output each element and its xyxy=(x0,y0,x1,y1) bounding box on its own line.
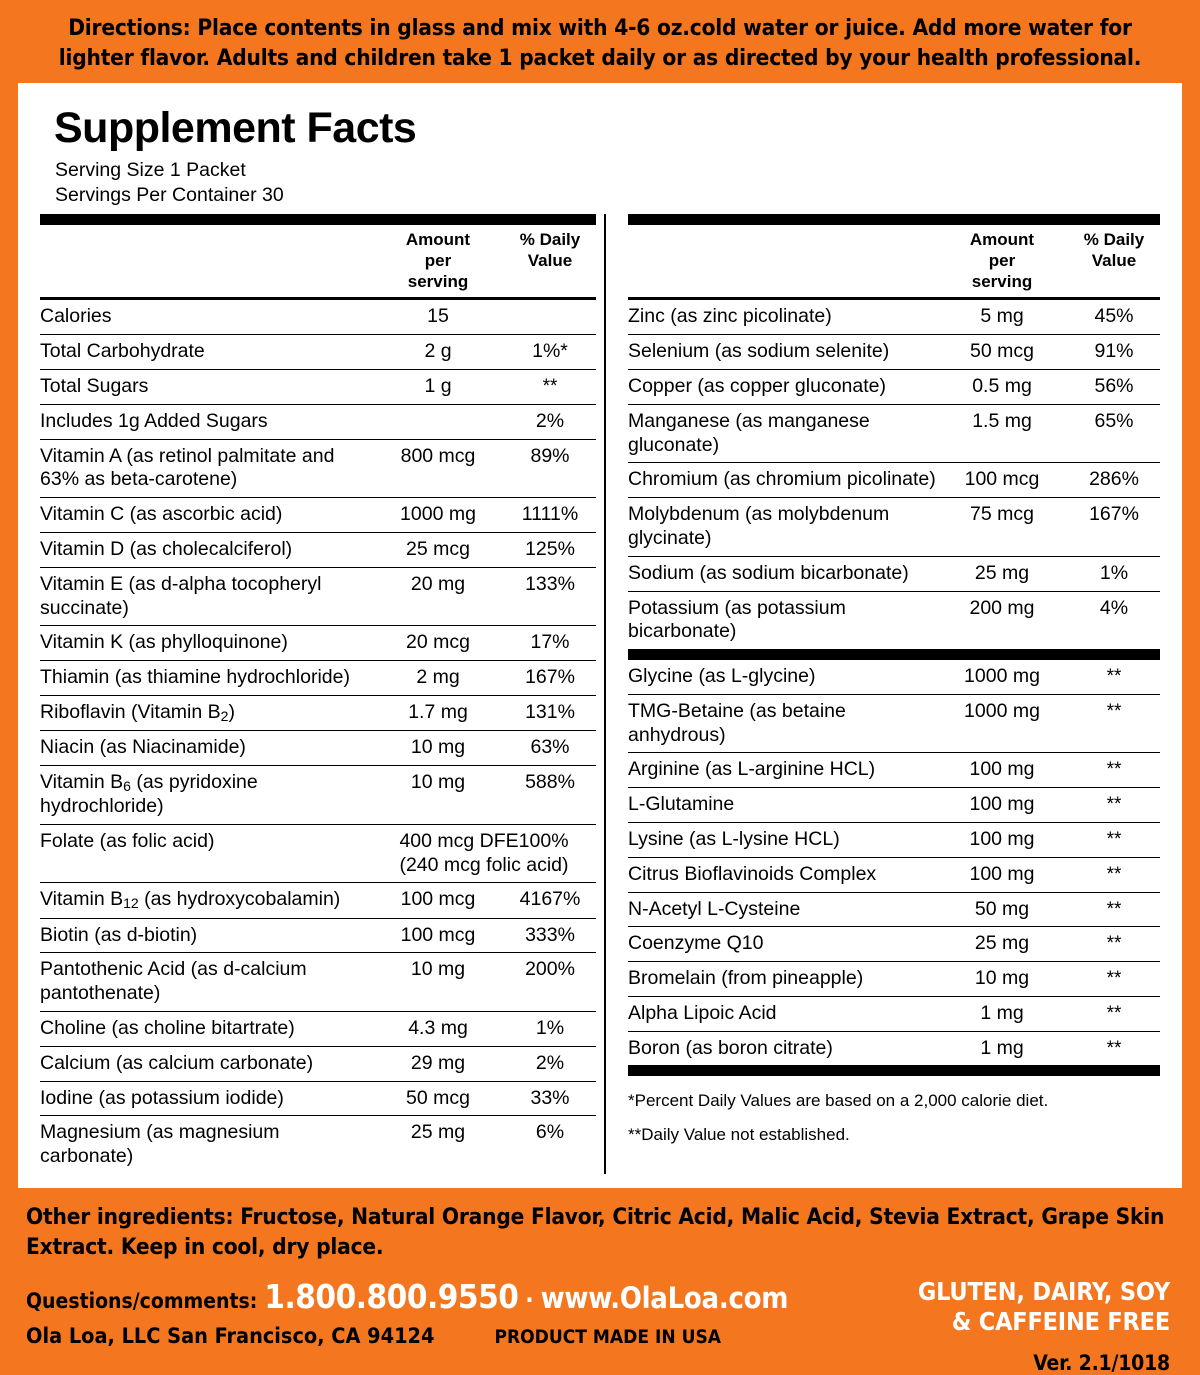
bottom-block xyxy=(0,1188,1200,1375)
nutrient-daily-value: ** xyxy=(1068,753,1160,788)
nutrient-daily-value: 200% xyxy=(504,953,596,1012)
nutrient-amount: 100 mg xyxy=(936,753,1068,788)
nutrient-amount: 100 mcg xyxy=(936,463,1068,498)
divider-thick-bottom-right xyxy=(628,1065,1160,1076)
table-row xyxy=(628,996,1160,1031)
nutrient-daily-value: 33% xyxy=(504,1081,596,1116)
footnote-1: *Percent Daily Values are based on a 2,000 calorie diet. xyxy=(628,1091,1049,1111)
nutrient-amount: 4.3 mg xyxy=(372,1011,504,1046)
page-title: Supplement Facts xyxy=(54,104,417,153)
table-row xyxy=(40,626,596,661)
table-row xyxy=(40,661,596,696)
nutrient-daily-value: 56% xyxy=(1068,370,1160,405)
nutrient-amount: 1000 mg xyxy=(372,498,504,533)
table-row xyxy=(40,498,596,533)
nutrient-daily-value: ** xyxy=(1068,788,1160,823)
nutrient-amount: 1000 mg xyxy=(936,694,1068,753)
nutrient-name: Thiamin (as thiamine hydrochloride) xyxy=(40,661,372,696)
nutrient-daily-value: ** xyxy=(1068,962,1160,997)
nutrient-amount: 25 mg xyxy=(936,556,1068,591)
nutrient-daily-value: 65% xyxy=(1068,404,1160,463)
nutrient-name: Vitamin $B_{12}$ (as hydroxycobalamin) xyxy=(40,883,372,918)
nutrient-amount: 50 mcg xyxy=(372,1081,504,1116)
nutrient-name: Iodine (as potassium iodide) xyxy=(40,1081,372,1116)
nutrient-amount: 2 mg xyxy=(372,661,504,696)
nutrient-amount: 20 mcg xyxy=(372,626,504,661)
nutrient-name: Vitamin $B_6$ (as pyridoxine hydrochloride) xyxy=(40,765,372,824)
nutrient-name: Vitamin A (as retinol palmitate and 63% as beta-carotene) xyxy=(40,439,372,498)
contact-right xyxy=(918,1277,1174,1375)
nutrient-name: N-Acetyl L-Cysteine xyxy=(628,892,936,927)
table-row xyxy=(628,463,1160,498)
nutrient-daily-value: 1% xyxy=(1068,556,1160,591)
questions-label: Questions/comments: xyxy=(26,1288,258,1313)
nutrient-daily-value: 6% xyxy=(535,1121,565,1144)
nutrient-amount: 100 mg xyxy=(936,788,1068,823)
divider-thick-right xyxy=(628,214,1160,225)
made-in-usa: PRODUCT MADE IN USA xyxy=(494,1325,722,1348)
table-row xyxy=(40,953,596,1012)
table-row xyxy=(40,300,596,334)
nutrition-table-left xyxy=(40,225,596,1174)
nutrient-name: Calories xyxy=(40,300,372,334)
nutrient-amount: 2 g xyxy=(372,335,504,370)
table-row xyxy=(628,300,1160,334)
nutrient-name: Potassium (as potassium bicarbonate) xyxy=(628,596,846,643)
nutrient-amount: 25 mg xyxy=(936,927,1068,962)
nutrient-daily-value: ** xyxy=(1068,857,1160,892)
nutrient-amount: 100 mcg xyxy=(372,883,504,918)
table-header-row xyxy=(40,225,596,298)
table-row xyxy=(40,1116,596,1174)
nutrient-name: Vitamin E (as d-alpha tocopheryl succinate) xyxy=(40,567,372,626)
header-dv-left: % Daily Value xyxy=(504,225,596,298)
table-row xyxy=(40,883,596,918)
nutrient-name: Sodium (as sodium bicarbonate) xyxy=(628,556,936,591)
nutrient-name: TMG-Betaine (as betaine anhydrous) xyxy=(628,694,936,753)
nutrient-daily-value: 133% xyxy=(504,567,596,626)
nutrient-amount: 100 mg xyxy=(936,857,1068,892)
nutrient-daily-value: 91% xyxy=(1068,335,1160,370)
nutrition-table-right-header xyxy=(628,225,1160,649)
nutrient-name: L-Glutamine xyxy=(628,788,936,823)
nutrient-name: Coenzyme Q10 xyxy=(628,927,936,962)
nutrient-amount: 0.5 mg xyxy=(936,370,1068,405)
nutrient-amount: 25 mg xyxy=(410,1121,466,1144)
nutrient-daily-value: 2% xyxy=(504,1046,596,1081)
header-dv-right: % Daily Value xyxy=(1068,225,1160,298)
nutrient-amount: 10 mg xyxy=(372,953,504,1012)
table-row xyxy=(40,1046,596,1081)
nutrient-name: Chromium (as chromium picolinate) xyxy=(628,463,936,498)
table-row xyxy=(40,370,596,405)
nutrient-amount: 20 mg xyxy=(372,567,504,626)
nutrition-rows-aminos xyxy=(628,660,1160,1065)
nutrient-daily-value: 125% xyxy=(504,532,596,567)
table-row xyxy=(40,532,596,567)
table-row xyxy=(628,857,1160,892)
nutrient-amount: 10 mg xyxy=(372,731,504,766)
table-row xyxy=(628,370,1160,405)
free-claim-line-1: GLUTEN, DAIRY, SOY xyxy=(917,1276,1170,1306)
nutrient-name: Vitamin K (as phylloquinone) xyxy=(40,626,372,661)
nutrient-daily-value: ** xyxy=(1106,1037,1122,1059)
servings-per-container: Servings Per Container 30 xyxy=(55,184,284,207)
nutrient-amount: 1.7 mg xyxy=(372,695,504,730)
nutrient-amount: 1.5 mg xyxy=(936,404,1068,463)
nutrient-name: Calcium (as calcium carbonate) xyxy=(40,1046,372,1081)
address-line xyxy=(26,1324,788,1349)
footnotes xyxy=(628,1088,1160,1147)
other-ingredients-text: Other ingredients: Fructose, Natural Orange Flavor, Citric Acid, Malic Acid, Stevia Extract, Grape Skin Extract. Keep in cool, dry place. xyxy=(26,1203,1165,1261)
table-row xyxy=(628,591,1160,649)
nutrient-name: Biotin (as d-biotin) xyxy=(40,918,372,953)
nutrient-name: Magnesium (as magnesium carbonate) xyxy=(40,1121,280,1168)
table-row xyxy=(628,498,1160,557)
nutrient-daily-value xyxy=(504,300,596,334)
nutrient-daily-value: 131% xyxy=(504,695,596,730)
table-row xyxy=(628,892,1160,927)
contact-left xyxy=(26,1277,788,1349)
separator-dot: · xyxy=(525,1285,534,1314)
nutrient-name: Copper (as copper gluconate) xyxy=(628,370,936,405)
facts-columns xyxy=(40,214,1160,1174)
table-row xyxy=(40,1011,596,1046)
nutrient-amount: 10 mg xyxy=(372,765,504,824)
nutrient-name: Lysine (as L-lysine HCL) xyxy=(628,822,936,857)
nutrient-name: Folate (as folic acid) xyxy=(40,824,372,883)
nutrient-amount: 200 mg xyxy=(969,596,1035,619)
nutrient-daily-value: ** xyxy=(1068,694,1160,753)
phone-number[interactable]: 1.800.800.9550 xyxy=(264,1276,519,1316)
divider-thick-mid-right xyxy=(628,649,1160,660)
nutrient-amount xyxy=(372,404,504,439)
nutrient-daily-value: 2% xyxy=(504,404,596,439)
nutrient-name: Pantothenic Acid (as d-calcium pantothenate) xyxy=(40,953,372,1012)
nutrient-name: Zinc (as zinc picolinate) xyxy=(628,300,936,334)
table-row xyxy=(40,1081,596,1116)
table-row xyxy=(628,1031,1160,1065)
nutrient-name: Niacin (as Niacinamide) xyxy=(40,731,372,766)
nutrient-name: Arginine (as L-arginine HCL) xyxy=(628,753,936,788)
nutrient-name: Manganese (as manganese gluconate) xyxy=(628,404,936,463)
nutrient-name: Total Sugars xyxy=(40,370,372,405)
table-row xyxy=(40,567,596,626)
nutrient-amount: 50 mcg xyxy=(936,335,1068,370)
nutrition-rows-minerals xyxy=(628,300,1160,649)
questions-line xyxy=(26,1277,788,1316)
nutrient-daily-value: 17% xyxy=(504,626,596,661)
nutrient-name: Includes 1g Added Sugars xyxy=(40,404,372,439)
company-address: Ola Loa, LLC San Francisco, CA 94124 xyxy=(26,1323,435,1349)
header-amount-left: Amount per serving xyxy=(372,225,504,298)
table-row xyxy=(40,731,596,766)
nutrient-daily-value: ** xyxy=(1068,822,1160,857)
nutrient-name: Choline (as choline bitartrate) xyxy=(40,1011,372,1046)
table-row xyxy=(628,822,1160,857)
nutrient-daily-value: 1% xyxy=(504,1011,596,1046)
table-row xyxy=(40,335,596,370)
nutrient-amount: 15 xyxy=(372,300,504,334)
nutrient-amount: 1 mg xyxy=(980,1036,1024,1059)
nutrient-name: Vitamin C (as ascorbic acid) xyxy=(40,498,372,533)
nutrient-name: Alpha Lipoic Acid xyxy=(628,996,936,1031)
serving-size: Serving Size 1 Packet xyxy=(55,159,246,182)
contact-section xyxy=(26,1277,1174,1375)
nutrient-name: Riboflavin (Vitamin $B_2$) xyxy=(40,695,372,730)
nutrient-daily-value: 4167% xyxy=(504,883,596,918)
nutrient-daily-value: 63% xyxy=(504,731,596,766)
table-row xyxy=(40,439,596,498)
table-row xyxy=(40,695,596,730)
header-amount-right: Amount per serving xyxy=(936,225,1068,298)
nutrient-daily-value: 1111% xyxy=(504,498,596,533)
nutrient-amount: 400 mcg DFE100% (240 mcg folic acid) xyxy=(372,824,596,883)
nutrient-amount: 1 mg xyxy=(936,996,1068,1031)
nutrient-name: Selenium (as sodium selenite) xyxy=(628,335,936,370)
table-row xyxy=(628,788,1160,823)
nutrient-amount: 1000 mg xyxy=(936,660,1068,694)
nutrient-name: Molybdenum (as molybdenum glycinate) xyxy=(628,498,936,557)
nutrient-amount: 25 mcg xyxy=(372,532,504,567)
nutrient-amount: 100 mcg xyxy=(372,918,504,953)
table-row xyxy=(40,918,596,953)
table-row xyxy=(628,753,1160,788)
table-row xyxy=(628,962,1160,997)
nutrient-daily-value: 167% xyxy=(504,661,596,696)
nutrient-daily-value: ** xyxy=(1068,660,1160,694)
table-row xyxy=(628,694,1160,753)
facts-column-right xyxy=(622,214,1160,1174)
free-claim-line-2: & CAFFEINE FREE xyxy=(951,1306,1170,1336)
directions-text: Directions: Place contents in glass and mix with 4-6 oz.cold water or juice. Add more water for lighter flavor. Adults and children take 1 packet daily or as directed by your health professional. xyxy=(58,15,1142,71)
table-header-row xyxy=(628,225,1160,298)
version-text: Ver. 2.1/1018 xyxy=(1033,1350,1170,1375)
table-row xyxy=(40,404,596,439)
nutrient-amount: 1 g xyxy=(372,370,504,405)
nutrient-daily-value: 333% xyxy=(504,918,596,953)
nutrient-name: Bromelain (from pineapple) xyxy=(628,962,936,997)
table-row xyxy=(628,660,1160,694)
supplement-facts-panel xyxy=(18,83,1182,1187)
nutrient-name: Glycine (as L-glycine) xyxy=(628,660,936,694)
nutrient-daily-value: 286% xyxy=(1068,463,1160,498)
nutrient-daily-value: ** xyxy=(1068,996,1160,1031)
nutrient-name: Boron (as boron citrate) xyxy=(628,1036,833,1059)
nutrient-amount: 100 mg xyxy=(936,822,1068,857)
nutrition-rows-left xyxy=(40,300,596,1173)
nutrient-daily-value: 167% xyxy=(1068,498,1160,557)
nutrient-amount: 50 mg xyxy=(936,892,1068,927)
table-row xyxy=(40,765,596,824)
table-row xyxy=(628,927,1160,962)
nutrient-daily-value: ** xyxy=(504,370,596,405)
nutrient-amount: 10 mg xyxy=(936,962,1068,997)
nutrient-amount: 800 mcg xyxy=(372,439,504,498)
table-row xyxy=(628,556,1160,591)
footnote-2: **Daily Value not established. xyxy=(628,1124,850,1144)
nutrient-daily-value: ** xyxy=(1068,892,1160,927)
nutrient-daily-value: 45% xyxy=(1068,300,1160,334)
nutrient-name: Vitamin D (as cholecalciferol) xyxy=(40,532,372,567)
divider-thick-left xyxy=(40,214,596,225)
nutrient-name: Citrus Bioflavinoids Complex xyxy=(628,857,936,892)
table-row xyxy=(628,335,1160,370)
table-row xyxy=(40,824,596,883)
nutrient-amount: 5 mg xyxy=(936,300,1068,334)
nutrient-daily-value: 588% xyxy=(504,765,596,824)
nutrient-name: Total Carbohydrate xyxy=(40,335,372,370)
nutrient-daily-value: ** xyxy=(1068,927,1160,962)
nutrient-amount: 29 mg xyxy=(372,1046,504,1081)
nutrition-table-right-aminos xyxy=(628,660,1160,1065)
nutrient-daily-value: 89% xyxy=(504,439,596,498)
facts-column-left xyxy=(40,214,596,1174)
nutrient-daily-value: 4% xyxy=(1099,596,1129,619)
table-row xyxy=(628,404,1160,463)
column-divider xyxy=(604,214,622,1174)
website-link[interactable]: www.OlaLoa.com xyxy=(540,1280,789,1315)
nutrient-amount: 75 mcg xyxy=(936,498,1068,557)
nutrient-daily-value: 1%* xyxy=(504,335,596,370)
